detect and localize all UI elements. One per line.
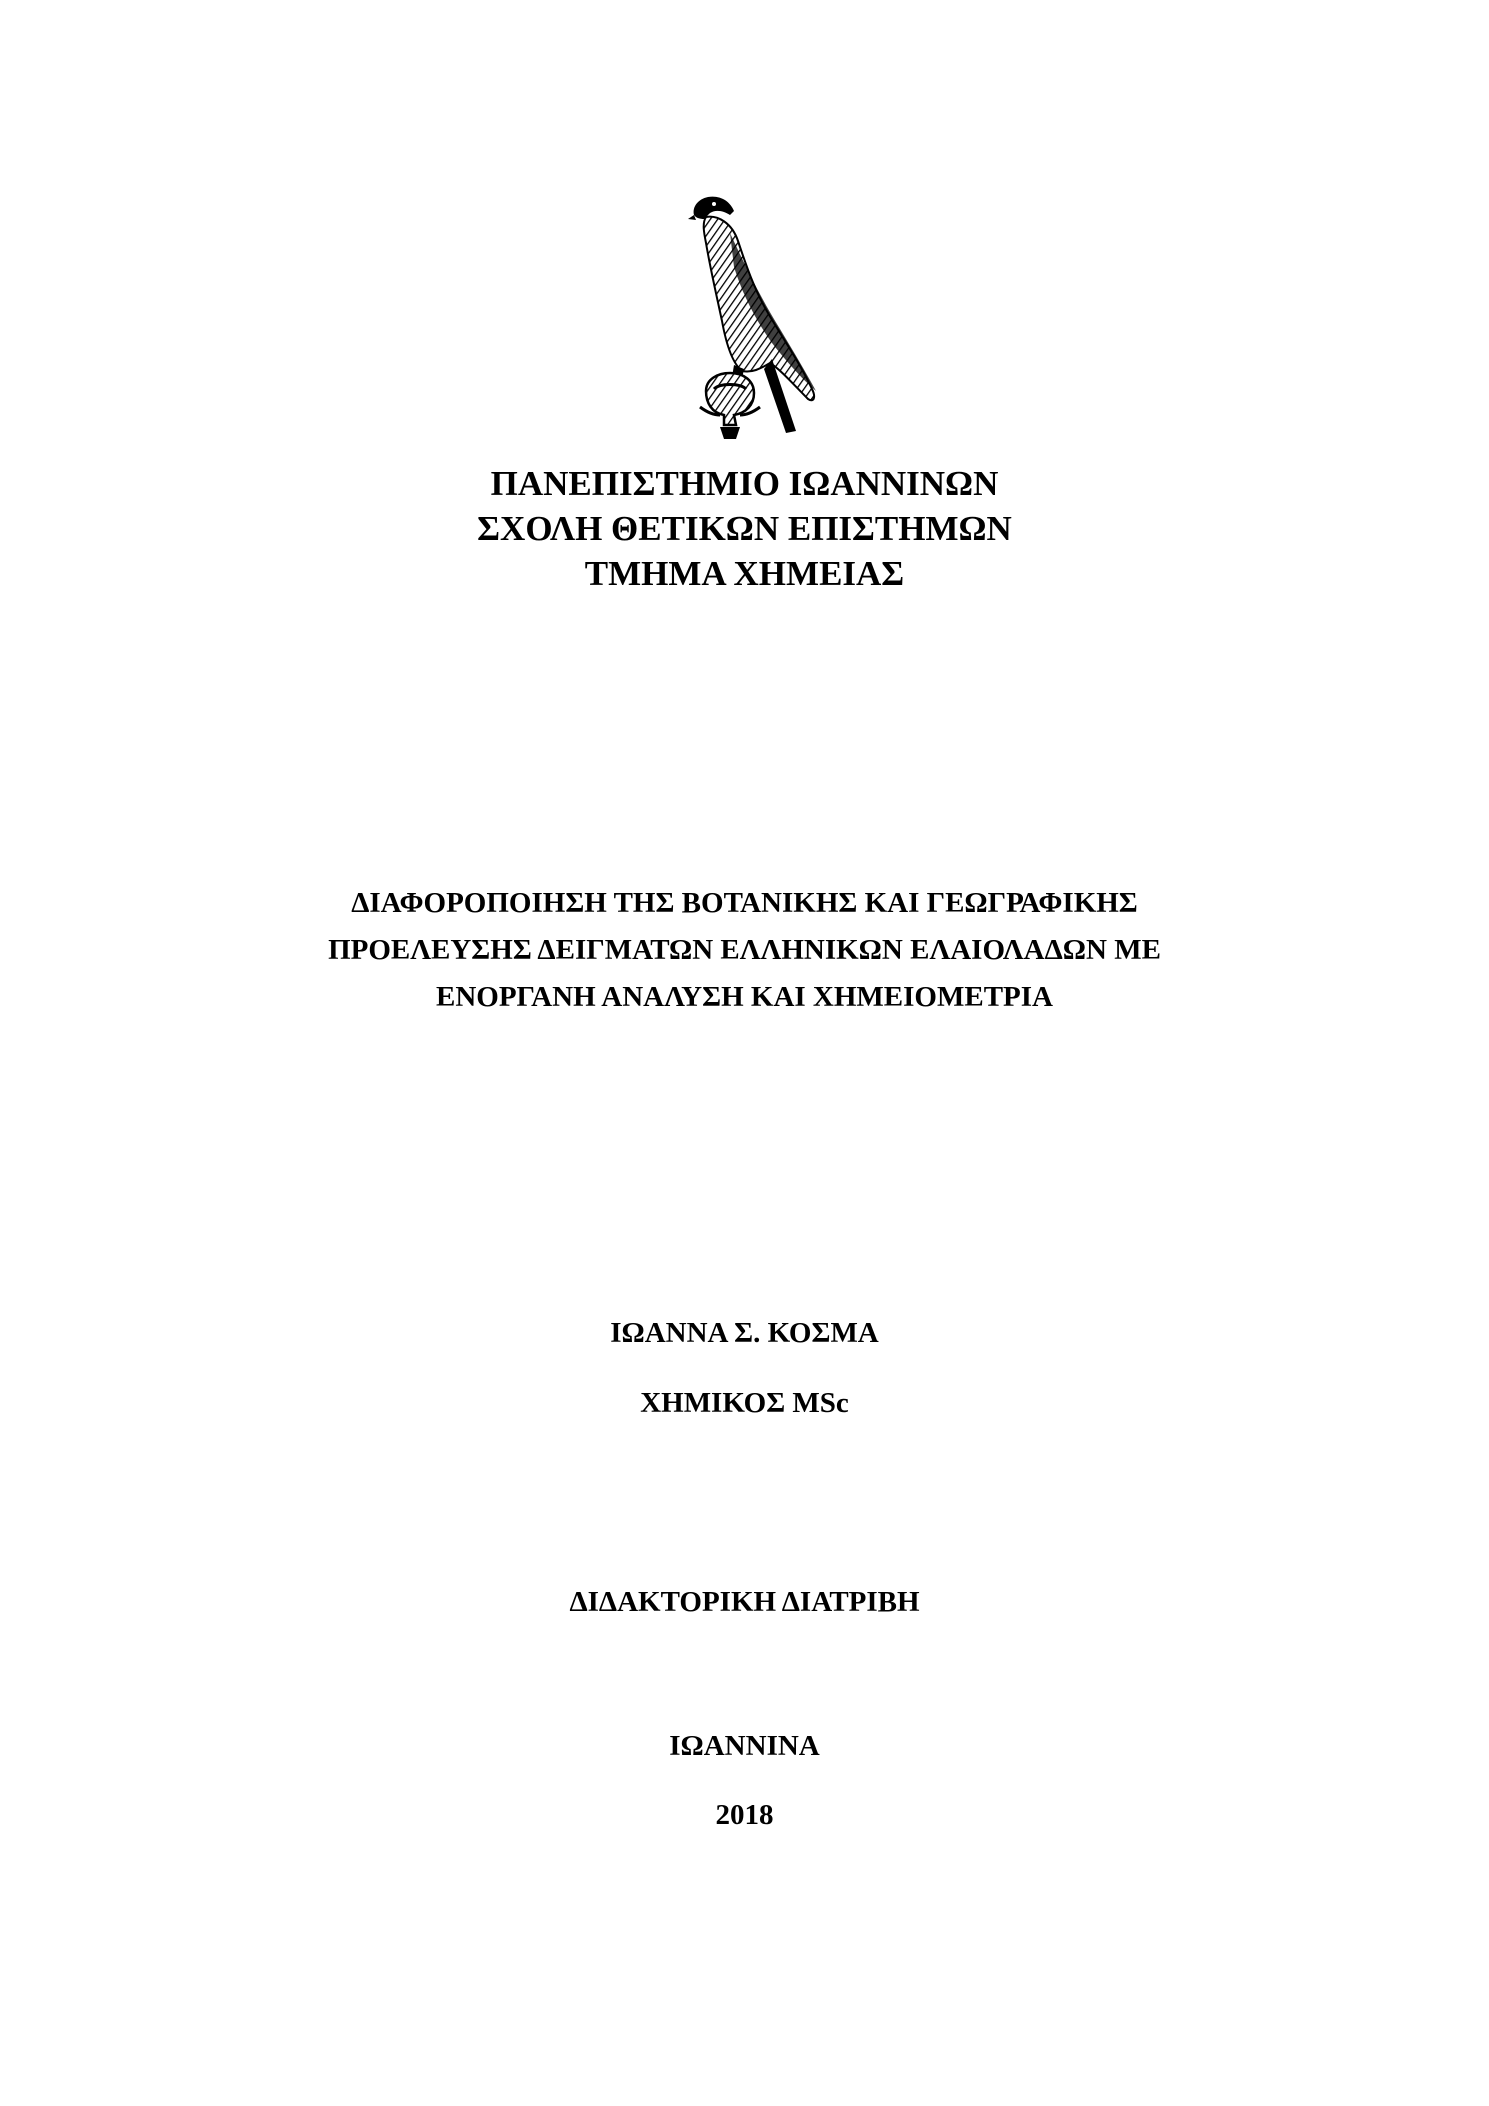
department-name: ΤΜΗΜΑ ΧΗΜΕΙΑΣ xyxy=(584,554,905,593)
university-name: ΠΑΝΕΠΙΣΤΗΜΙΟ ΙΩΑΝΝΙΝΩΝ xyxy=(490,464,999,503)
eagle-emblem-icon xyxy=(684,193,824,443)
thesis-title-line: ΠΡΟΕΛΕΥΣΗΣ ΔΕΙΓΜΑΤΩΝ ΕΛΛΗΝΙΚΩΝ ΕΛΑΙΟΛΑΔΩΝ ΜΕ xyxy=(328,934,1161,966)
author-degree: ΧΗΜΙΚΟΣ MSc xyxy=(640,1387,849,1419)
city: ΙΩΑΝΝΙΝΑ xyxy=(669,1730,820,1762)
author-name: ΙΩΑΝΝΑ Σ. ΚΟΣΜΑ xyxy=(610,1317,879,1349)
thesis-title-line: ΔΙΑΦΟΡΟΠΟΙΗΣΗ ΤΗΣ ΒΟΤΑΝΙΚΗΣ ΚΑΙ ΓΕΩΓΡΑΦΙΚΗΣ xyxy=(351,887,1138,919)
school-name: ΣΧΟΛΗ ΘΕΤΙΚΩΝ ΕΠΙΣΤΗΜΩΝ xyxy=(477,509,1012,548)
document-type: ΔΙΔΑΚΤΟΡΙΚΗ ΔΙΑΤΡΙΒΗ xyxy=(569,1586,920,1618)
institution-heading xyxy=(0,461,1489,596)
thesis-title xyxy=(0,880,1489,1021)
thesis-title-line: ΕΝΟΡΓΑΝΗ ΑΝΑΛΥΣΗ ΚΑΙ ΧΗΜΕΙΟΜΕΤΡΙΑ xyxy=(436,981,1053,1013)
year: 2018 xyxy=(715,1799,774,1831)
